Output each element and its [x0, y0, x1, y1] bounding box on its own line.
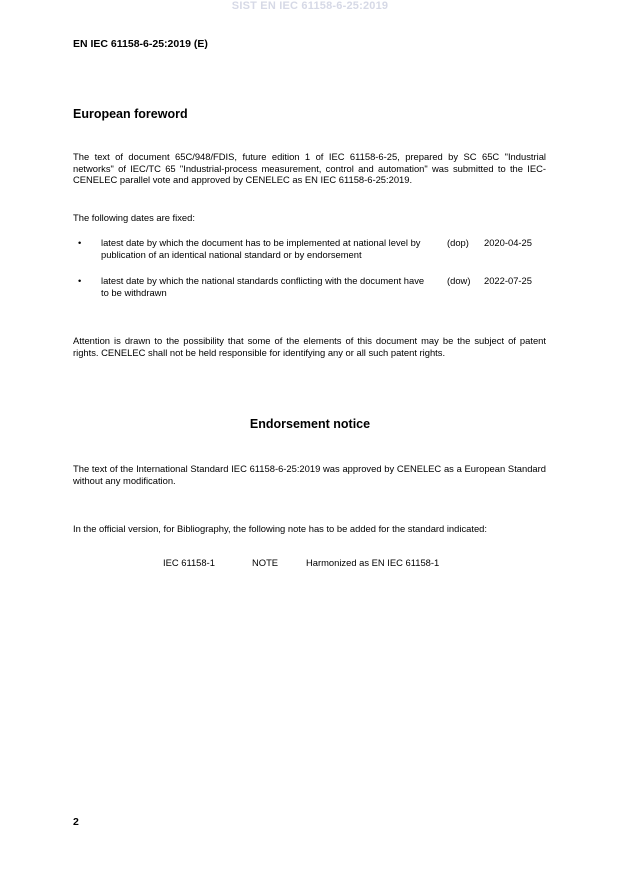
foreword-paragraph-3: Attention is drawn to the possibility that some of the elements of this document may be the subject of patent rights. CENELEC shall not be held responsible for identifying any or all such patent rights.	[73, 335, 546, 358]
date-row-text: latest date by which the document has to be implemented at national level by publication of an identical national standard or by endorsement	[101, 237, 421, 260]
endorsement-paragraph-2: In the official version, for Bibliography, the following note has to be added for the standard indicated:	[73, 523, 487, 534]
date-row-text: latest date by which the national standards conflicting with the document have to be withdrawn	[101, 275, 425, 298]
bullet: •	[78, 237, 82, 248]
note-standard: IEC 61158-1	[163, 557, 215, 568]
date-row-code: (dow)	[447, 275, 471, 286]
note-text: Harmonized as EN IEC 61158-1	[306, 557, 440, 568]
page-number: 2	[73, 816, 79, 828]
foreword-paragraph-2: The following dates are fixed:	[73, 212, 195, 223]
note-label: NOTE	[252, 557, 279, 568]
bullet: •	[78, 275, 82, 286]
foreword-paragraph-1: The text of document 65C/948/FDIS, future edition 1 of IEC 61158-6-25, prepared by SC 65C "Industrial networks" of IEC/TC 65 "Industrial-process measurement, control and automation" was submitted to the IEC-CENELEC parallel vote and approved by CENELEC as EN IEC 61158-6-25:2019.	[73, 151, 546, 186]
document-header: EN IEC 61158-6-25:2019 (E)	[73, 38, 208, 50]
date-row-code: (dop)	[447, 237, 469, 248]
endorsement-heading: Endorsement notice	[249, 417, 371, 431]
date-row-date: 2022-07-25	[484, 275, 532, 286]
date-row-date: 2020-04-25	[484, 237, 532, 248]
foreword-heading: European foreword	[73, 107, 188, 121]
watermark: SIST EN IEC 61158-6-25:2019	[231, 0, 389, 12]
endorsement-paragraph-1: The text of the International Standard IEC 61158-6-25:2019 was approved by CENELEC as a European Standard without any modification.	[73, 463, 546, 486]
